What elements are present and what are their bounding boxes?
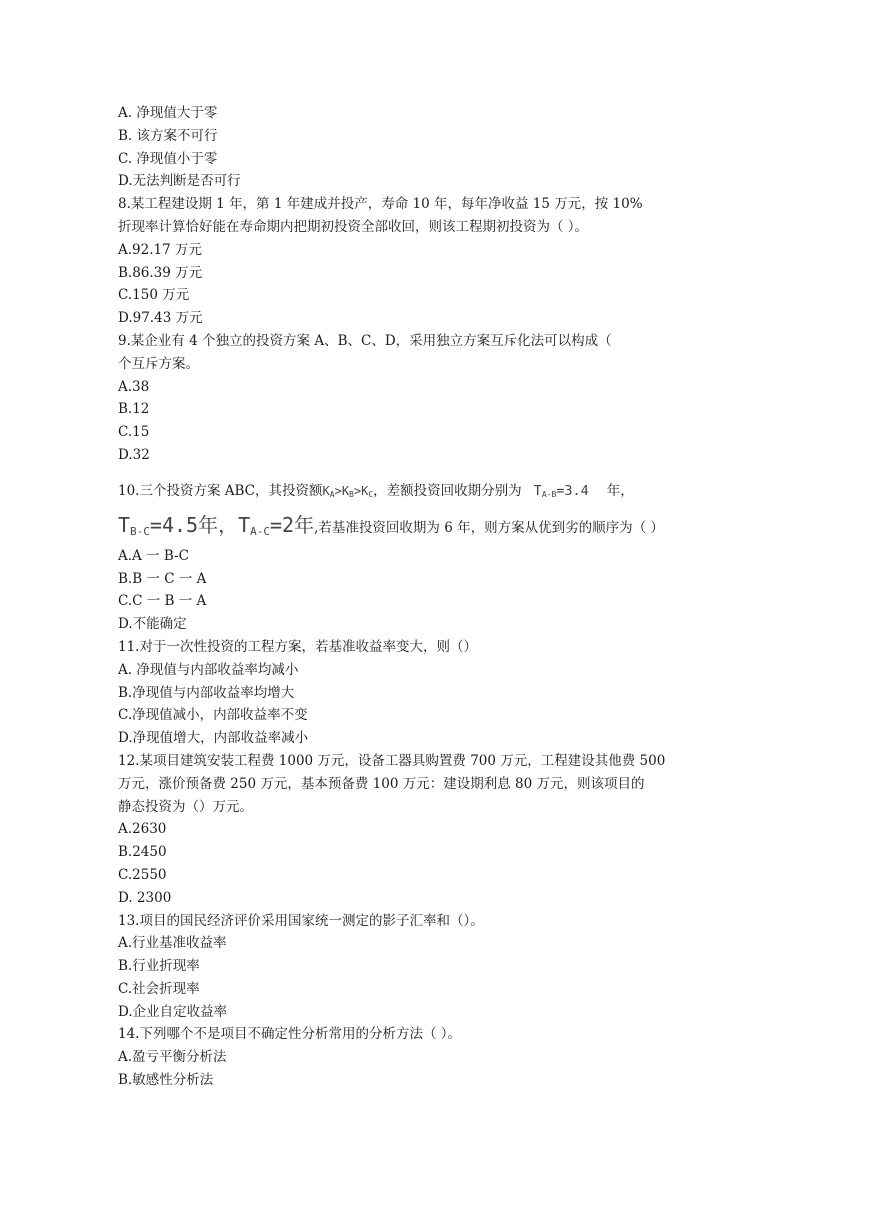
q8-option-d: D.97.43 万元 — [118, 310, 203, 327]
q13-option-a: A.行业基准收益率 — [118, 935, 227, 952]
q11-option-a: A. 净现值与内部收益率均减小 — [118, 661, 299, 678]
q10-option-d: D.不能确定 — [118, 616, 187, 633]
q13-option-d: D.企业自定收益率 — [118, 1003, 228, 1020]
q10-stem-line-2 — [118, 505, 758, 545]
q8-option-b: B.86.39 万元 — [118, 264, 203, 281]
q7-options — [118, 102, 758, 193]
q8-option-a: A.92.17 万元 — [118, 241, 202, 258]
question-14 — [118, 1023, 758, 1091]
q11-stem: 11.对于一次性投资的工程方案，若基准收益率变大，则（） — [118, 638, 477, 655]
q9-stem-line-1: 9.某企业有 4 个独立的投资方案 A、B、C、D，采用独立方案互斥化法可以构成（ — [118, 332, 612, 349]
q7-option-c: C. 净现值小于零 — [118, 150, 218, 167]
q10-formula-investment: $K_A>K_B>K_C$ — [322, 483, 374, 499]
q14-option-b: B.敏感性分析法 — [118, 1072, 214, 1089]
q10-formula-t-ab: $T_{A-B}=3.4$ — [533, 482, 589, 499]
q10-stem-c: 年， — [606, 482, 634, 499]
question-10 — [118, 477, 758, 636]
q13-stem: 13.项目的国民经济评价采用国家统一测定的影子汇率和（）。 — [118, 912, 484, 929]
q10-stem-b: ，差额投资回收期分别为 — [373, 482, 522, 499]
q11-option-c: C.净现值减小，内部收益率不变 — [118, 707, 308, 724]
q8-option-c: C.150 万元 — [118, 287, 190, 304]
q11-option-d: D.净现值增大，内部收益率减小 — [118, 730, 309, 747]
q7-option-a: A. 净现值大于零 — [118, 105, 218, 121]
q12-stem-line-2: 万元，涨价预备费 250 万元，基本预备费 100 万元：建设期利息 80 万元，则该项目的 — [118, 775, 645, 792]
q12-option-c: C.2550 — [118, 866, 167, 883]
q12-option-d: D. 2300 — [118, 889, 172, 906]
q7-option-d: D.无法判断是否可行 — [118, 173, 241, 190]
q11-option-b: B.净现值与内部收益率均增大 — [118, 684, 295, 701]
q10-formula-t-ac: TA-C=2年 — [238, 512, 315, 538]
question-13 — [118, 910, 758, 1024]
q12-stem-line-3: 静态投资为（）万元。 — [118, 798, 253, 815]
q8-stem-line-1: 8.某工程建设期 1 年，第 1 年建成并投产，寿命 10 年，每年净收益 15 万元，按 10% — [118, 196, 643, 213]
q8-stem-line-2: 折现率计算恰好能在寿命期内把期初投资全部收回，则该工程期初投资为（ ）。 — [118, 218, 589, 235]
question-12 — [118, 750, 758, 910]
q14-option-a: A.盈亏平衡分析法 — [118, 1049, 227, 1066]
question-9 — [118, 330, 758, 467]
q13-option-b: B.行业折现率 — [118, 958, 200, 975]
q12-option-a: A.2630 — [118, 821, 167, 838]
q10-formula-t-bc: TB-C=4.5年， — [118, 512, 239, 538]
q9-option-b: B.12 — [118, 401, 150, 418]
q10-stem-d: ,若基准投资回收期为 6 年，则方案从优到劣的顺序为（ ） — [314, 519, 664, 536]
q10-option-b: B.B 一 C 一 A — [118, 570, 207, 587]
q7-option-b: B. 该方案不可行 — [118, 127, 218, 144]
q12-option-b: B.2450 — [118, 844, 167, 861]
q13-option-c: C.社会折现率 — [118, 980, 200, 997]
q14-stem: 14.下列哪个不是项目不确定性分析常用的分析方法（ ）。 — [118, 1026, 462, 1043]
q9-option-d: D.32 — [118, 446, 150, 463]
question-8 — [118, 193, 758, 330]
q9-option-c: C.15 — [118, 424, 150, 441]
q10-option-a: A.A 一 B-C — [118, 547, 189, 564]
q10-stem-a: 10.三个投资方案 ABC，其投资额 — [118, 482, 323, 499]
q10-option-c: C.C 一 B 一 A — [118, 593, 207, 610]
q12-stem-line-1: 12.某项目建筑安装工程费 1000 万元，设备工器具购置费 700 万元，工程建设其他费 500 — [118, 752, 666, 769]
q10-stem-line-1 — [118, 477, 758, 505]
q9-option-a: A.38 — [118, 378, 150, 395]
document-page — [118, 102, 758, 1092]
q9-stem-line-2: 个互斥方案。 — [118, 355, 199, 372]
question-11 — [118, 636, 758, 750]
